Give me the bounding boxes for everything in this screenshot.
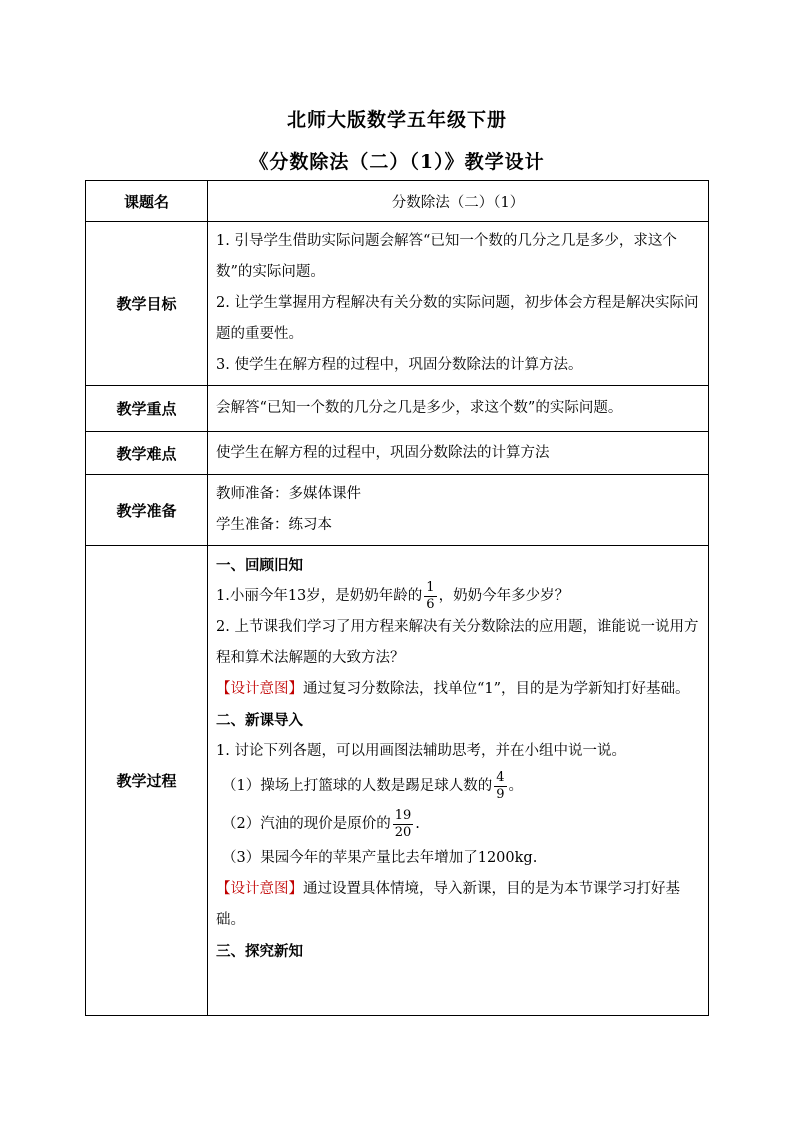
fraction xyxy=(494,771,506,801)
design-intent-tag: 【设计意图】 xyxy=(216,681,303,698)
section-heading: 一、回顾旧知 xyxy=(216,557,303,574)
table-row-key-points xyxy=(86,386,709,432)
review-item-1-text: 1.小丽今年13岁，是奶奶年龄的 xyxy=(216,588,423,605)
table-row-topic xyxy=(86,181,709,222)
question-3: （3）果园今年的苹果产量比去年增加了1200kg. xyxy=(222,850,538,867)
label-preparation: 教学准备 xyxy=(86,475,208,546)
fraction-numerator: 4 xyxy=(496,770,505,785)
design-intent-text: 通过复习分数除法，找单位“1”，目的是为学新知打好基础。 xyxy=(303,681,690,698)
review-item-1 xyxy=(216,581,701,612)
review-item-2: 2. 上节课我们学习了用方程来解决有关分数除法的应用题，谁能说一说用方程和算术法解题的大致方法？ xyxy=(216,619,699,667)
section-heading: 二、新课导入 xyxy=(216,712,303,730)
fraction-denominator: 9 xyxy=(496,786,505,802)
student-preparation: 学生准备：练习本 xyxy=(216,517,332,533)
design-intent-tag: 【设计意图】 xyxy=(216,881,303,898)
lesson-plan-table xyxy=(85,180,709,1016)
value-key-points: 会解答“已知一个数的几分之几是多少，求这个数”的实际问题。 xyxy=(208,386,709,432)
goal-item: 3. 使学生在解方程的过程中，巩固分数除法的计算方法。 xyxy=(216,357,583,373)
teacher-preparation: 教师准备：多媒体课件 xyxy=(216,486,361,502)
value-topic: 分数除法（二）（1） xyxy=(208,181,709,222)
label-goals: 教学目标 xyxy=(86,222,208,386)
design-intent xyxy=(216,874,701,936)
intro-item: 1. 讨论下列各题，可以用画图法辅助思考，并在小组中说一说。 xyxy=(216,743,626,760)
design-intent xyxy=(216,674,701,705)
review-item-1-text: ，奶奶今年多少岁？ xyxy=(438,588,570,605)
table-row-difficulties xyxy=(86,432,709,475)
fraction-denominator: 6 xyxy=(426,596,435,612)
document-subtitle: 《分数除法（二）（1）》教学设计 xyxy=(249,151,545,173)
fraction-denominator: 20 xyxy=(394,824,412,840)
fraction-numerator: 1 xyxy=(426,580,435,595)
document-title: 北师大版数学五年级下册 xyxy=(286,109,507,131)
table-row-process xyxy=(86,546,709,1016)
question-2-text: （2）汽油的现价是原价的 xyxy=(222,816,391,833)
value-difficulties: 使学生在解方程的过程中，巩固分数除法的计算方法 xyxy=(208,432,709,475)
fraction-numerator: 19 xyxy=(394,808,412,823)
table-row-preparation xyxy=(86,475,709,546)
goal-item: 1. 引导学生借助实际问题会解答“已知一个数的几分之几是多少，求这个数”的实际问题。 xyxy=(216,233,677,280)
value-goals xyxy=(208,222,709,386)
label-difficulties: 教学难点 xyxy=(86,432,208,475)
value-preparation xyxy=(208,475,709,546)
table-row-goals xyxy=(86,222,709,386)
label-topic: 课题名 xyxy=(86,181,208,222)
fraction xyxy=(424,581,436,611)
question-2 xyxy=(216,805,701,843)
design-intent-text: 通过设置具体情境，导入新课，目的是为本节课学习打好基础。 xyxy=(216,881,680,929)
question-1 xyxy=(216,767,701,805)
fraction xyxy=(393,809,414,839)
section-heading: 三、探究新知 xyxy=(216,943,303,961)
label-key-points: 教学重点 xyxy=(86,386,208,432)
question-2-text: . xyxy=(415,816,420,833)
question-1-text: 。 xyxy=(508,778,524,795)
question-1-text: （1）操场上打篮球的人数是踢足球人数的 xyxy=(222,778,493,795)
goal-item: 2. 让学生掌握用方程解决有关分数的实际问题，初步体会方程是解决实际问题的重要性。 xyxy=(216,295,699,342)
value-process xyxy=(208,546,709,1016)
label-process: 教学过程 xyxy=(86,546,208,1016)
